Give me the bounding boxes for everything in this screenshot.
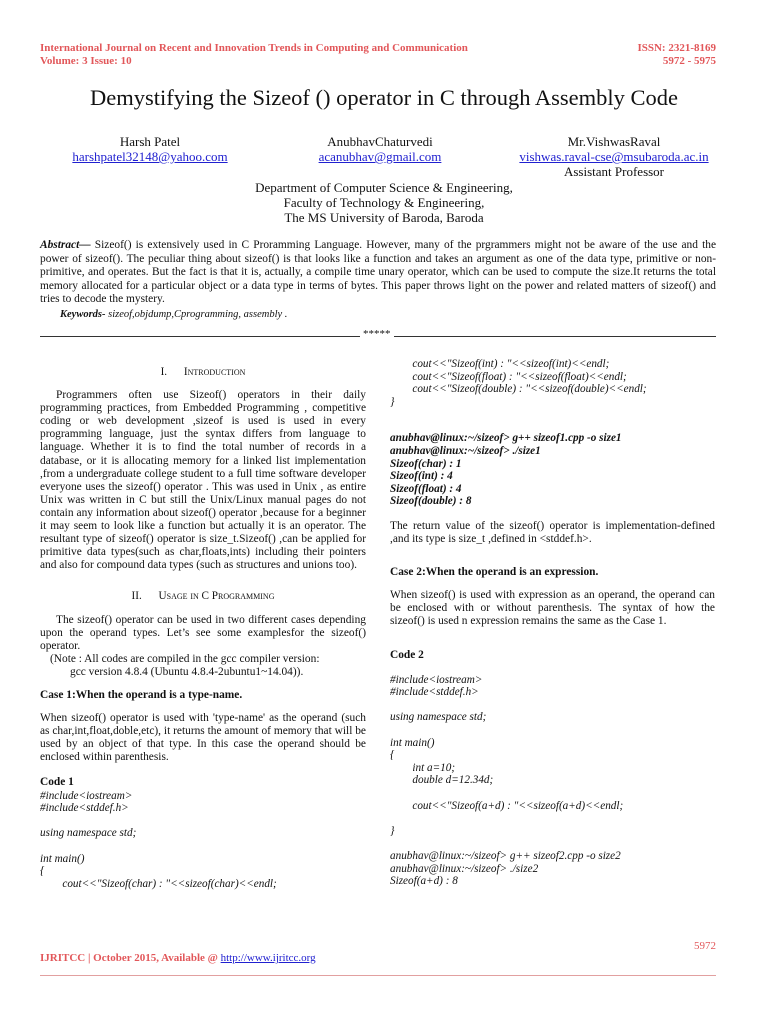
author-name: AnubhavChaturvedi <box>327 134 433 149</box>
code-2-block: #include<iostream> #include<stddef.h> using namespace std; int main() { int a=10; double d=12.34d; cout<<"Sizeof(a+d) : "<<sizeof(a+d)<<endl; } anubhav@linux:~/sizeof> g++ sizeof2.cpp -o size2 anubhav@linux:~/sizeof> ./size2 Sizeof(a+d) : 8 <box>390 673 624 888</box>
journal-issn: ISSN: 2321-8169 <box>637 42 716 54</box>
code-1-block: #include<iostream> #include<stddef.h> using namespace std; int main() { cout<<"Sizeof(char) : "<<sizeof(char)<<endl; <box>40 789 277 890</box>
left-column <box>40 366 366 890</box>
code-1-output: anubhav@linux:~/sizeof> g++ sizeof1.cpp -o size1 anubhav@linux:~/sizeof> ./size1 Sizeof(char) : 1 Sizeof(int) : 4 Sizeof(float) : 4 Sizeof(double) : 8 <box>390 432 622 508</box>
case-1-heading: Case 1:When the operand is a type-name. <box>40 688 243 701</box>
footer-rule <box>40 975 716 976</box>
keywords-text: sizeof,objdump,Cprogramming, assembly . <box>105 309 288 320</box>
code-2-label: Code 2 <box>390 648 424 661</box>
author-3 <box>494 134 734 179</box>
abstract <box>40 239 716 307</box>
author-name: Harsh Patel <box>119 134 181 149</box>
author-email-link[interactable]: harshpatel32148@yahoo.com <box>72 149 228 164</box>
code-1-label: Code 1 <box>40 776 74 789</box>
intro-paragraph: Programmers often use Sizeof() operators in their daily programming practices, from Embedded Programming , competitive coding or web development ,sizeof is used is used in every programming language, just the syntax differs from language to language. Whether it is to find the total number of records in a database, or it is allocating memory for a linked list implementation ,from a undergraduate college student to a full time software developer everyone uses the sizeof() operator . This was used in Unix , as entire Unix was written in C but still the Unix/Linux manual pages do not contain any information about sizeof() operator ,because for a beginner it may seem to look like a function but actually it is an operator. The resultant type of sizeof() operator is size_t.Sizeof() ,can be applied for primitive data types(such as char,floats,ints) including their pointers and also for compound data types (such as structures and unions too). <box>40 389 366 572</box>
author-name: Mr.VishwasRaval <box>567 134 661 149</box>
author-email-link[interactable]: acanubhav@gmail.com <box>318 149 442 164</box>
footer-url-link[interactable]: http://www.ijritcc.org <box>220 952 316 964</box>
gcc-version: gcc version 4.8.4 (Ubuntu 4.8.4-2ubuntu1~14.04)). <box>70 665 304 678</box>
page-number: 5972 <box>694 940 716 952</box>
paper-title: Demystifying the Sizeof () operator in C through Assembly Code <box>89 85 679 110</box>
code-1-continuation: cout<<"Sizeof(int) : "<<sizeof(int)<<endl; cout<<"Sizeof(float) : "<<sizeof(float)<<endl; cout<<"Sizeof(double) : "<<sizeof(double)<<endl; } <box>390 358 647 408</box>
affiliation <box>0 180 768 225</box>
affiliation-faculty: Faculty of Technology & Engineering, <box>283 195 485 210</box>
section-title: Usage in C Programming <box>158 590 275 603</box>
footer-text <box>40 952 316 964</box>
usage-paragraph: The sizeof() operator can be used in two different cases depending upon the operand types. Let’s see some examplesfor the sizeof() operator. <box>40 613 366 652</box>
case-1-paragraph: When sizeof() operator is used with 'type-name' as the operand (such as char,int,float,doble,etc), it returns the amount of memory that will be used by an object of that type. In this case the operand should be enclosed within parenthesis. <box>40 712 366 764</box>
case-2-paragraph: When sizeof() is used with expression as an operand, the operand can be enclosed with or without parenthesis. The syntax of how the sizeof() is used n expression remains the same as the Case 1. <box>390 589 715 628</box>
author-email-link[interactable]: vishwas.raval-cse@msubaroda.ac.in <box>519 149 709 164</box>
return-value-paragraph: The return value of the sizeof() operator is implementation-defined ,and its type is size_t ,defined in <stddef.h>. <box>390 519 715 546</box>
footer-credit: IJRITCC | October 2015, Available @ <box>40 952 221 964</box>
journal-name: International Journal on Recent and Innovation Trends in Computing and Communication <box>40 42 468 54</box>
author-1 <box>60 134 240 164</box>
abstract-label: Abstract— <box>40 239 91 251</box>
affiliation-dept: Department of Computer Science & Engineering, <box>255 180 513 195</box>
keywords <box>60 309 287 321</box>
separator-stars: ***** <box>360 328 394 340</box>
section-title: Introduction <box>183 366 246 378</box>
author-role: Assistant Professor <box>563 164 665 179</box>
journal-pages: 5972 - 5975 <box>662 55 716 67</box>
keywords-label: Keywords- <box>60 309 106 320</box>
section-2-heading <box>40 590 366 603</box>
journal-volume: Volume: 3 Issue: 10 <box>40 55 132 67</box>
author-2 <box>280 134 480 164</box>
affiliation-university: The MS University of Baroda, Baroda <box>284 210 484 225</box>
right-column <box>390 358 715 888</box>
note-text: (Note : All codes are compiled in the gcc compiler version: <box>50 652 320 665</box>
case-2-heading: Case 2:When the operand is an expression. <box>390 566 599 579</box>
abstract-text: Sizeof() is extensively used in C Proramming Language. However, many of the prgrammers might not be aware of the use and the power of sizeof(). The peculiar thing about sizeof() is that looks like a function and takes an argument as one of the data type, primitive or non-primitive, and operates. But the fact is that it is, actually, a compile time unary operator, which can be used to compute the size.It returns the total memory allocated for a particular object or a data type in terms of bytes. This paper throws light on the power and related matters of sizeof() and tries to decode the mystery. <box>40 239 716 306</box>
section-1-heading <box>40 366 366 379</box>
section-number: II. <box>131 590 142 603</box>
section-number: I. <box>160 366 168 378</box>
